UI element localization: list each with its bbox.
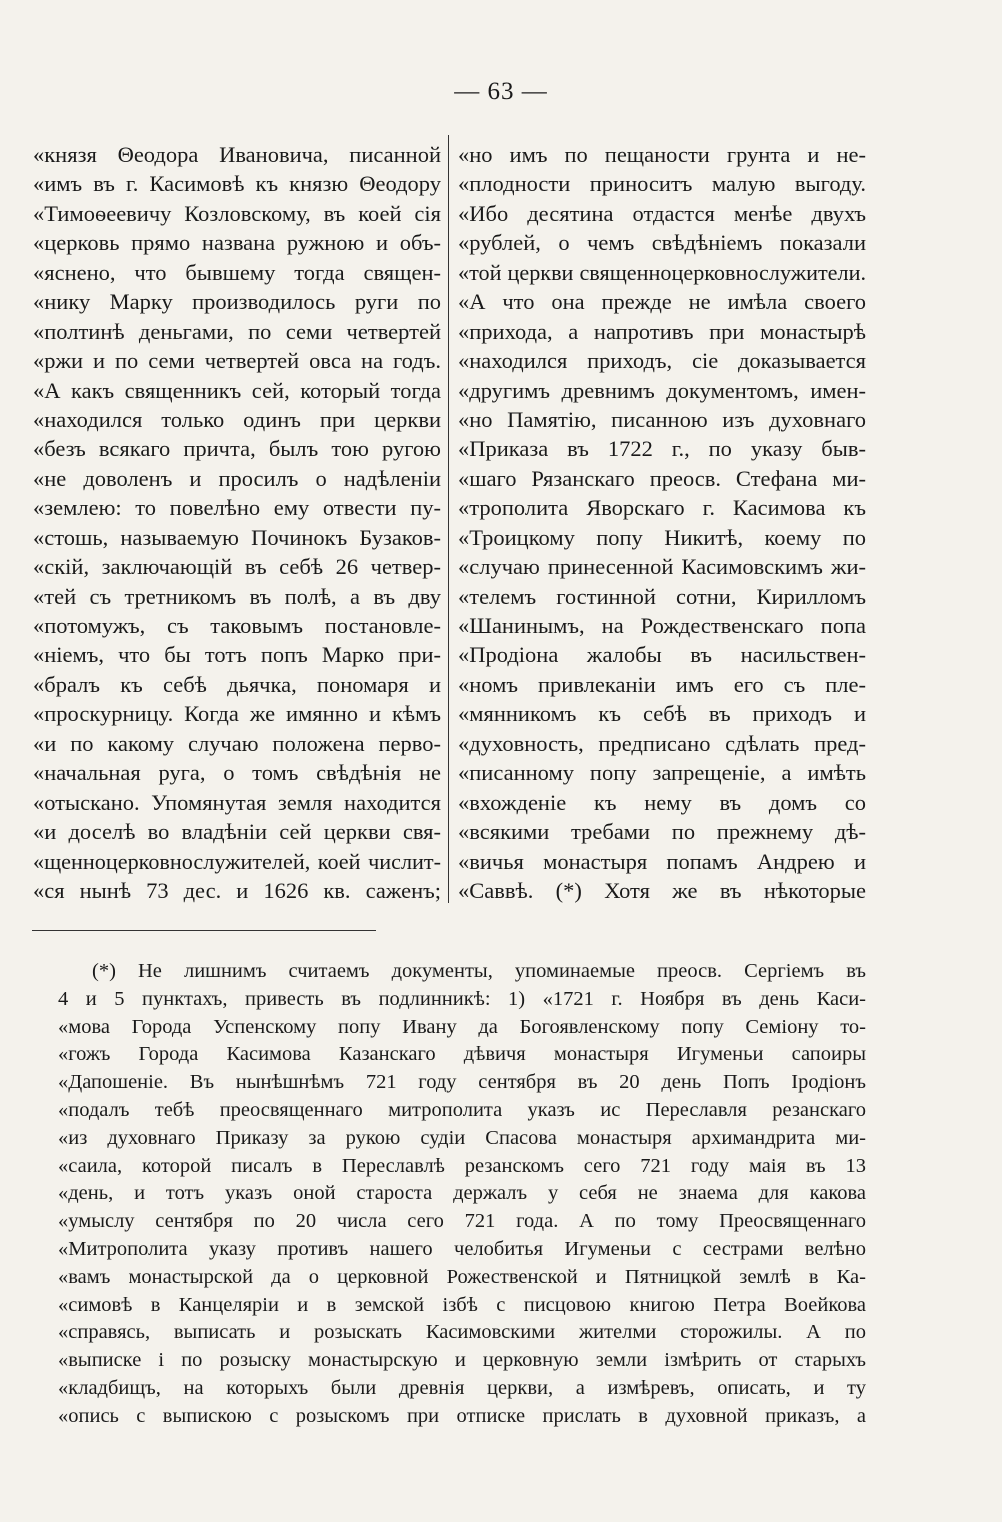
text-line: «ржи и по семи четвертей овса на годъ. bbox=[33, 348, 441, 374]
text-line: «князя Θеодора Ивановича, писанной bbox=[33, 142, 441, 167]
text-line: «находился приходъ, сіе доказывается bbox=[458, 348, 866, 374]
text-line: «мова Города Успенскому попу Ивану да Богоявленскому попу Семіону то- bbox=[58, 1015, 866, 1038]
text-line: «не доволенъ и просилъ о надѣленіи bbox=[33, 465, 441, 491]
text-line: «безъ всякаго причта, былъ тою ругою bbox=[33, 436, 441, 462]
text-line: «прихода, а напротивъ при монастырѣ bbox=[458, 318, 866, 344]
text-line: «вхожденіе къ нему въ домъ со bbox=[458, 789, 866, 815]
text-line: «духовность, предписано сдѣлать пред- bbox=[458, 730, 866, 756]
text-line: «имъ въ г. Касимовѣ къ князю Θеодору bbox=[33, 171, 441, 197]
text-line: «Саввѣ. (*) Хотя же въ нѣкоторые bbox=[458, 877, 866, 903]
footnote bbox=[58, 958, 866, 1431]
text-line: «стошь, называемую Починокъ Бузаков- bbox=[33, 524, 441, 550]
text-line: «полтинѣ деньгами, по семи четвертей bbox=[33, 318, 441, 344]
text-line: «находился только одинъ при церкви bbox=[33, 406, 441, 432]
text-line: «вамъ монастырской да о церковной Рожественской и Пятницкой землѣ в Ка- bbox=[58, 1265, 866, 1288]
text-line: «день, и тотъ указъ оной староста держалъ у себя не знаема для какова bbox=[58, 1182, 866, 1205]
text-line: «симовѣ в Канцеляріи и в земской ізбѣ с писцовою книгою Петра Воейкова bbox=[58, 1293, 866, 1316]
text-line: «Приказа въ 1722 г., по указу быв- bbox=[458, 436, 866, 462]
text-line: «вичья монастыря попамъ Андрею и bbox=[458, 848, 866, 874]
text-line: «начальная руга, о томъ свѣдѣнія не bbox=[33, 760, 441, 786]
text-line: «потомужъ, съ таковымъ постановле- bbox=[33, 613, 441, 638]
text-line: «отыскано. Упомянутая земля находится bbox=[33, 789, 441, 815]
text-line: «ся нынѣ 73 дес. и 1626 кв. саженъ; bbox=[33, 877, 441, 903]
column-divider bbox=[448, 135, 449, 903]
text-line: «Ибо десятина отдастся менѣе двухъ bbox=[458, 200, 866, 226]
text-line: «и доселѣ во владѣніи сей церкви свя- bbox=[33, 819, 441, 845]
text-line: «рублей, о чемъ свѣдѣніемъ показали bbox=[458, 230, 866, 256]
text-line: «Продіона жалобы въ насильствен- bbox=[458, 642, 866, 668]
text-line: «саила, которой писалъ в Переславлѣ резанскомъ сего 721 году маія въ 13 bbox=[58, 1154, 866, 1177]
left-column bbox=[33, 140, 441, 905]
text-line: «и по какому случаю положена перво- bbox=[33, 730, 441, 756]
text-line: «нику Марку производилось руги по bbox=[33, 289, 441, 315]
text-line: «тей съ третникомъ въ полѣ, а въ дву bbox=[33, 583, 441, 609]
page-number: — 63 — bbox=[454, 78, 548, 105]
text-line: «церковь прямо названа ружною и объ- bbox=[33, 230, 441, 256]
text-line: «плодности приноситъ малую выгоду. bbox=[458, 171, 866, 197]
text-line: «яснено, что бывшему тогда священ- bbox=[33, 259, 441, 285]
text-line: «телемъ гостинной сотни, Кирилломъ bbox=[458, 583, 866, 609]
text-line: «А какъ священникъ сей, который тогда bbox=[33, 377, 441, 403]
text-line: «землею: то повелѣно ему отвести пу- bbox=[33, 495, 441, 521]
text-line: «трополита Яворскаго г. Касимова къ bbox=[458, 495, 866, 521]
text-line: «но Памятію, писанною изъ духовнаго bbox=[458, 406, 866, 432]
text-line: «из духовнаго Приказу за рукою судіи Спасова монастыря архимандрита ми- bbox=[58, 1126, 866, 1149]
text-line: «А что она прежде не имѣла своего bbox=[458, 289, 866, 315]
text-line: (*) Не лишнимъ считаемъ документы, упоминаемые преосв. Сергіемъ въ bbox=[92, 960, 866, 982]
text-line: «писанному попу запрещеніе, а имѣть bbox=[458, 760, 866, 786]
text-line: «гожъ Города Касимова Казанскаго дѣвичя монастыря Игуменьи сапоиры bbox=[58, 1043, 866, 1066]
text-line: «ніемъ, что бы тотъ попъ Марко при- bbox=[33, 642, 441, 668]
text-line: «мянникомъ къ себѣ въ приходъ и bbox=[458, 701, 866, 727]
text-line: «другимъ древнимъ документомъ, имен- bbox=[458, 377, 866, 403]
text-line: «скій, заключающій въ себѣ 26 четвер- bbox=[33, 554, 441, 580]
text-line: «всякими требами по прежнему дѣ- bbox=[458, 819, 866, 845]
text-line: «проскурницу. Когда же имянно и кѣмъ bbox=[33, 701, 441, 727]
text-line: 4 и 5 пунктахъ, привесть въ подлинникѣ: 1) «1721 г. Ноября въ день Каси- bbox=[58, 987, 866, 1010]
right-column bbox=[458, 140, 866, 905]
text-line: «Тимоѳеевичу Козловскому, въ коей сія bbox=[33, 200, 441, 226]
text-line: «той церкви священноцерковнослужители. bbox=[458, 259, 866, 285]
text-line: «выписке і по розыску монастырскую и церковную земли ізмѣрить от старыхъ bbox=[58, 1349, 866, 1372]
footnote-rule bbox=[32, 930, 376, 931]
text-line: «кладбищъ, на которыхъ были древнія церкви, а измѣревъ, описать, и ту bbox=[58, 1376, 866, 1399]
text-line: «номъ привлеканіи имъ его съ пле- bbox=[458, 671, 866, 697]
text-line: «Троицкому попу Никитѣ, коему по bbox=[458, 524, 866, 550]
text-line: «Митрополита указу противъ нашего челобитья Игуменьи с сестрами велѣно bbox=[58, 1237, 866, 1260]
text-line: «но имъ по пещаности грунта и не- bbox=[458, 142, 866, 167]
text-line: «Дапошеніе. Въ нынѣшнѣмъ 721 году сентября въ 20 день Попъ Ιродіонъ bbox=[58, 1071, 866, 1094]
text-line: «случаю принесенной Касимовскимъ жи- bbox=[458, 554, 866, 580]
text-line: «подалъ тебѣ преосвященнаго митрополита указъ ис Переславля резанскаго bbox=[58, 1098, 866, 1121]
text-line: «Шанинымъ, на Рождественскаго попа bbox=[458, 613, 866, 638]
text-line: «умыслу сентября по 20 числа сего 721 года. А по тому Преосвященнаго bbox=[58, 1210, 866, 1233]
text-line: «щенноцерковнослужителей, коей числит- bbox=[33, 848, 441, 874]
text-line: «шаго Рязанскаго преосв. Стефана ми- bbox=[458, 465, 866, 491]
text-line: «опись с выпискою с розыскомъ при отписке прислать в духовной приказъ, а bbox=[58, 1404, 866, 1427]
text-line: «справясь, выписать и розыскать Касимовскими жителми сторожилы. А по bbox=[58, 1321, 866, 1344]
text-line: «бралъ къ себѣ дьячка, пономаря и bbox=[33, 671, 441, 697]
